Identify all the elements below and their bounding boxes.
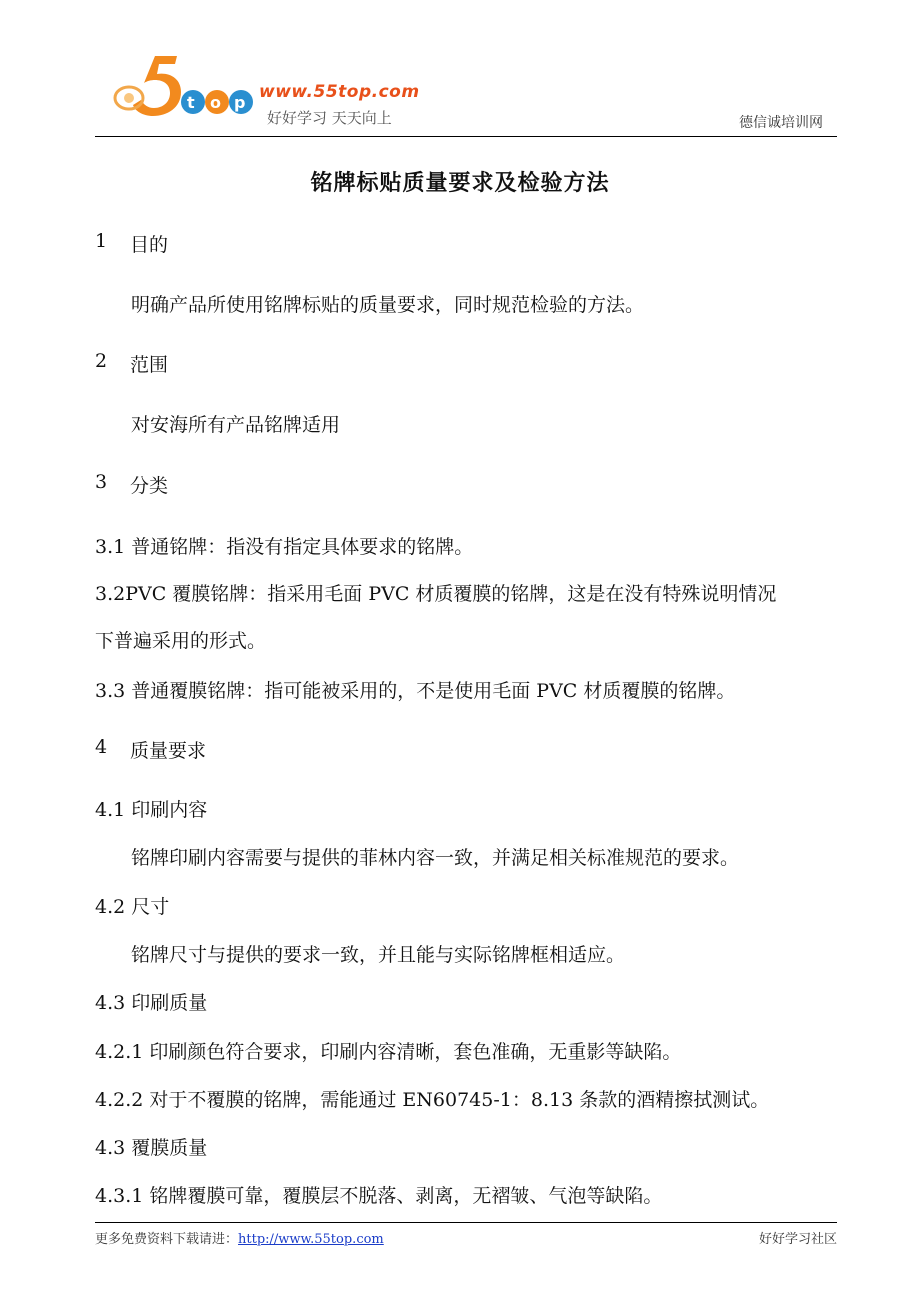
paragraph-3-2-line-1: 3.2PVC 覆膜铭牌：指采用毛面 PVC 材质覆膜的铭牌，这是在没有特殊说明情况 xyxy=(95,583,777,605)
page-header xyxy=(95,40,837,136)
logo-slogan: 好好学习 天天向上 xyxy=(267,109,392,127)
footer-link[interactable]: http://www.55top.com xyxy=(238,1232,384,1247)
footer-download-note xyxy=(95,1228,384,1247)
site-name: 德信诚培训网 xyxy=(739,115,823,131)
paragraph-4-1: 铭牌印刷内容需要与提供的菲林内容一致，并满足相关标准规范的要求。 xyxy=(131,847,740,869)
document-title: 铭牌标贴质量要求及检验方法 xyxy=(310,170,610,196)
subheading-4-1: 4.1 印刷内容 xyxy=(95,799,208,821)
svg-text:o: o xyxy=(210,93,221,112)
svg-text:t: t xyxy=(187,93,195,112)
paragraph-4-2-2: 4.2.2 对于不覆膜的铭牌，需能通过 EN60745-1：8.13 条款的酒精擦拭测试。 xyxy=(95,1089,770,1111)
footer-divider xyxy=(95,1222,837,1223)
section-2-body: 对安海所有产品铭牌适用 xyxy=(131,414,341,436)
section-1-number: 1 xyxy=(95,230,108,252)
section-4-heading: 质量要求 xyxy=(130,740,207,762)
logo-url-text: www.55top.com xyxy=(259,82,420,102)
svg-text:p: p xyxy=(234,93,246,112)
section-2-number: 2 xyxy=(95,350,108,372)
subheading-4-2: 4.2 尺寸 xyxy=(95,896,170,918)
subheading-4-3-print: 4.3 印刷质量 xyxy=(95,992,208,1014)
section-3-number: 3 xyxy=(95,471,108,493)
section-2-heading: 范围 xyxy=(130,354,169,376)
paragraph-4-2-1: 4.2.1 印刷颜色符合要求，印刷内容清晰，套色准确，无重影等缺陷。 xyxy=(95,1041,682,1063)
paragraph-3-1: 3.1 普通铭牌：指没有指定具体要求的铭牌。 xyxy=(95,536,474,558)
logo-graphic-icon xyxy=(107,50,267,130)
paragraph-4-2: 铭牌尺寸与提供的要求一致，并且能与实际铭牌框相适应。 xyxy=(131,944,626,966)
paragraph-3-3: 3.3 普通覆膜铭牌：指可能被采用的，不是使用毛面 PVC 材质覆膜的铭牌。 xyxy=(95,680,736,702)
subheading-4-3-lamination: 4.3 覆膜质量 xyxy=(95,1137,208,1159)
section-3-heading: 分类 xyxy=(130,475,169,497)
paragraph-4-3-1: 4.3.1 铭牌覆膜可靠，覆膜层不脱落、剥离，无褶皱、气泡等缺陷。 xyxy=(95,1185,663,1207)
footer-left-text: 更多免费资料下载请进： xyxy=(95,1232,239,1247)
section-4-number: 4 xyxy=(95,736,108,758)
paragraph-3-2-line-2: 下普遍采用的形式。 xyxy=(95,630,267,652)
footer-community: 好好学习社区 xyxy=(758,1232,837,1247)
section-1-body: 明确产品所使用铭牌标贴的质量要求，同时规范检验的方法。 xyxy=(131,294,645,316)
header-divider xyxy=(95,136,837,137)
section-1-heading: 目的 xyxy=(130,234,169,256)
site-logo[interactable] xyxy=(107,50,437,130)
